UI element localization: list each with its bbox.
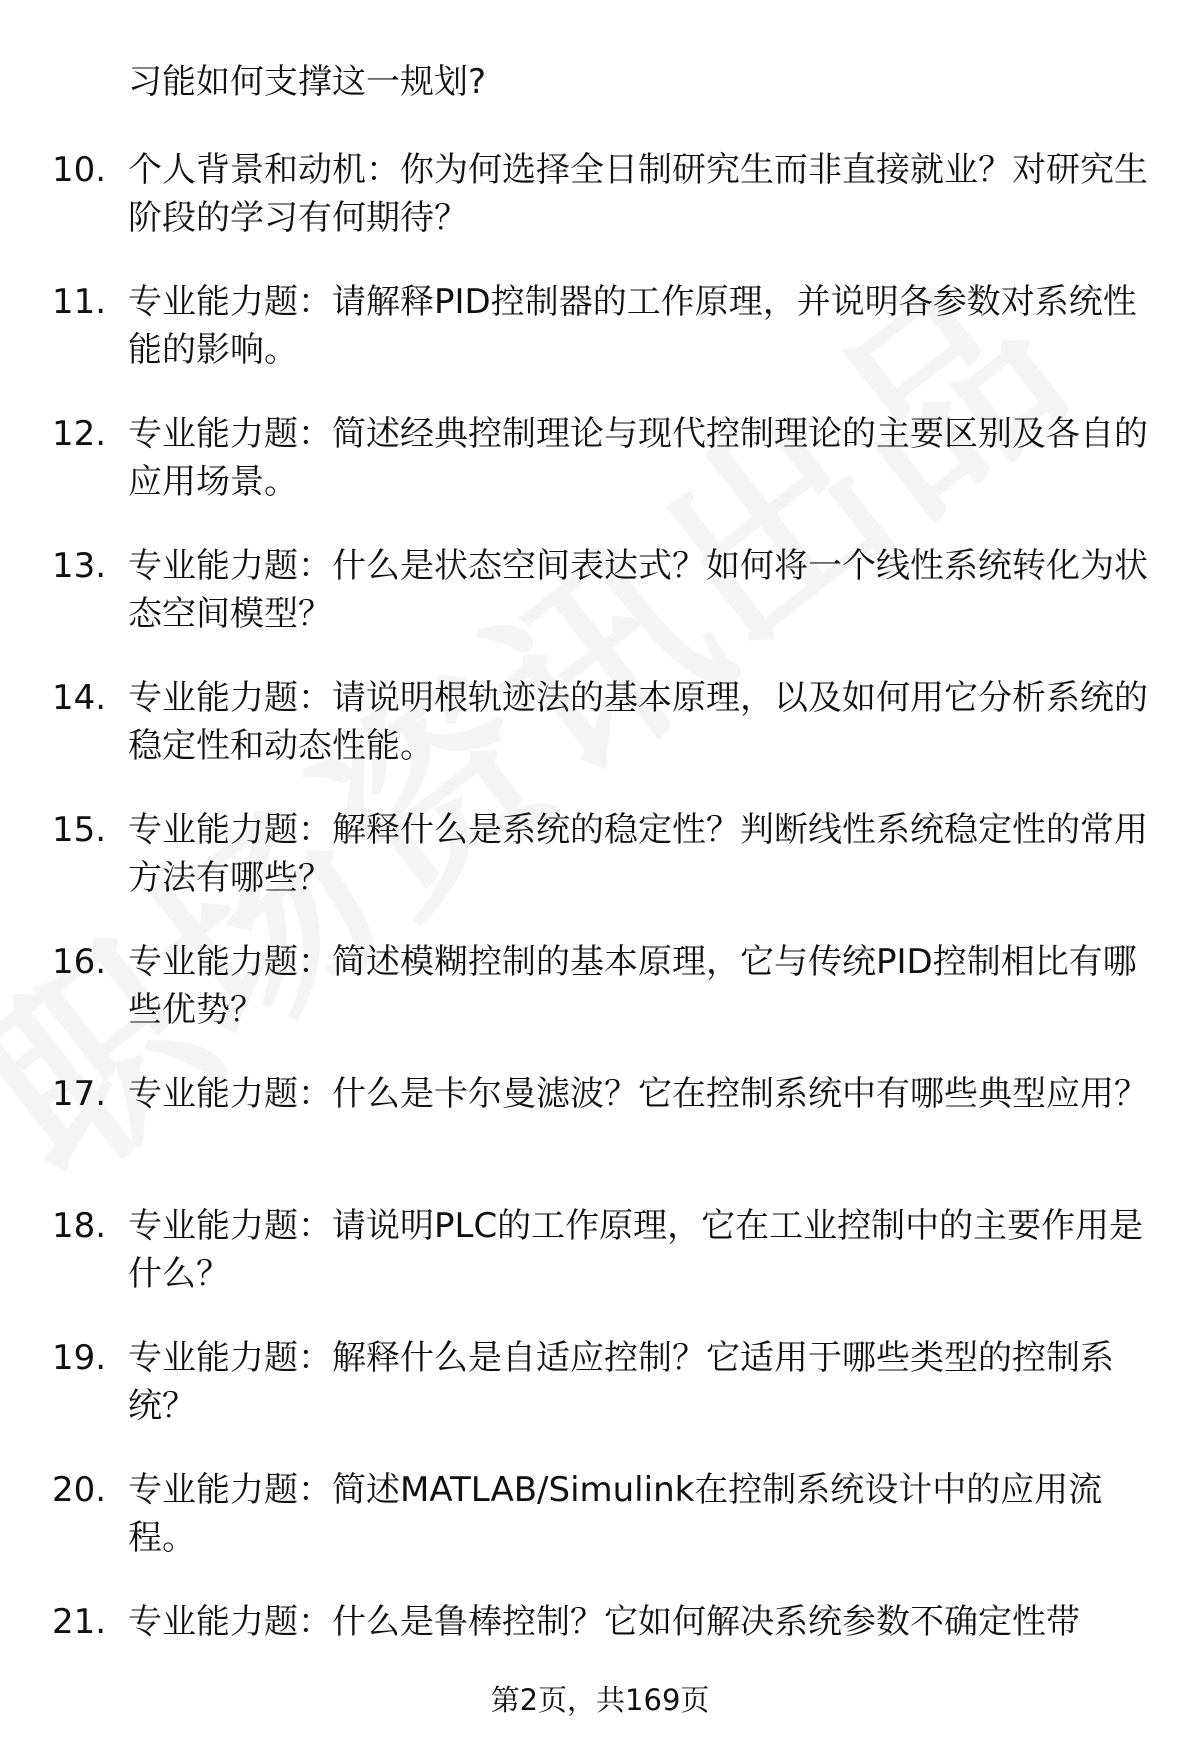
question-text: 专业能力题：简述经典控制理论与现代控制理论的主要区别及各自的应用场景。: [128, 414, 1148, 502]
question-number: 21.: [52, 1602, 107, 1642]
question-number: 19.: [52, 1338, 107, 1378]
question-item: [0, 806, 1200, 938]
question-number: 16.: [52, 942, 107, 982]
question-item: [0, 1070, 1200, 1202]
question-text: 专业能力题：简述模糊控制的基本原理，它与传统PID控制相比有哪些优势？: [128, 942, 1137, 1030]
question-text: 专业能力题：什么是卡尔曼滤波？它在控制系统中有哪些典型应用？: [128, 1074, 1148, 1114]
question-list: [0, 146, 1200, 1730]
question-text: 专业能力题：什么是状态空间表达式？如何将一个线性系统转化为状态空间模型？: [128, 546, 1148, 634]
question-number: 17.: [52, 1074, 107, 1114]
question-item: [0, 674, 1200, 806]
question-text: 专业能力题：请解释PID控制器的工作原理，并说明各参数对系统性能的影响。: [128, 282, 1137, 370]
question-item: [0, 278, 1200, 410]
question-text: 专业能力题：简述MATLAB/Simulink在控制系统设计中的应用流程。: [128, 1470, 1103, 1558]
question-text: 专业能力题：什么是鲁棒控制？它如何解决系统参数不确定性带: [128, 1602, 1080, 1642]
question-item: [0, 1334, 1200, 1466]
question-text: 专业能力题：请说明根轨迹法的基本原理，以及如何用它分析系统的稳定性和动态性能。: [128, 678, 1148, 766]
continued-question-text: 习能如何支撑这一规划?: [128, 62, 487, 102]
question-text: 专业能力题：请说明PLC的工作原理，它在工业控制中的主要作用是什么？: [128, 1206, 1144, 1294]
question-item: [0, 542, 1200, 674]
question-number: 11.: [52, 282, 107, 322]
question-item: [0, 1202, 1200, 1334]
question-text: 专业能力题：解释什么是系统的稳定性？判断线性系统稳定性的常用方法有哪些？: [128, 810, 1148, 898]
question-number: 14.: [52, 678, 107, 718]
question-text: 个人背景和动机：你为何选择全日制研究生而非直接就业？对研究生阶段的学习有何期待？: [128, 150, 1148, 238]
question-item: [0, 938, 1200, 1070]
question-item: [0, 146, 1200, 278]
question-number: 10.: [52, 150, 107, 190]
question-number: 20.: [52, 1470, 107, 1510]
question-text: 专业能力题：解释什么是自适应控制？它适用于哪些类型的控制系统？: [128, 1338, 1114, 1426]
question-item: [0, 410, 1200, 542]
question-item: [0, 1466, 1200, 1598]
question-number: 13.: [52, 546, 107, 586]
question-number: 15.: [52, 810, 107, 850]
question-number: 12.: [52, 414, 107, 454]
question-number: 18.: [52, 1206, 107, 1246]
page-number-footer: 第2页，共169页: [490, 1683, 710, 1717]
